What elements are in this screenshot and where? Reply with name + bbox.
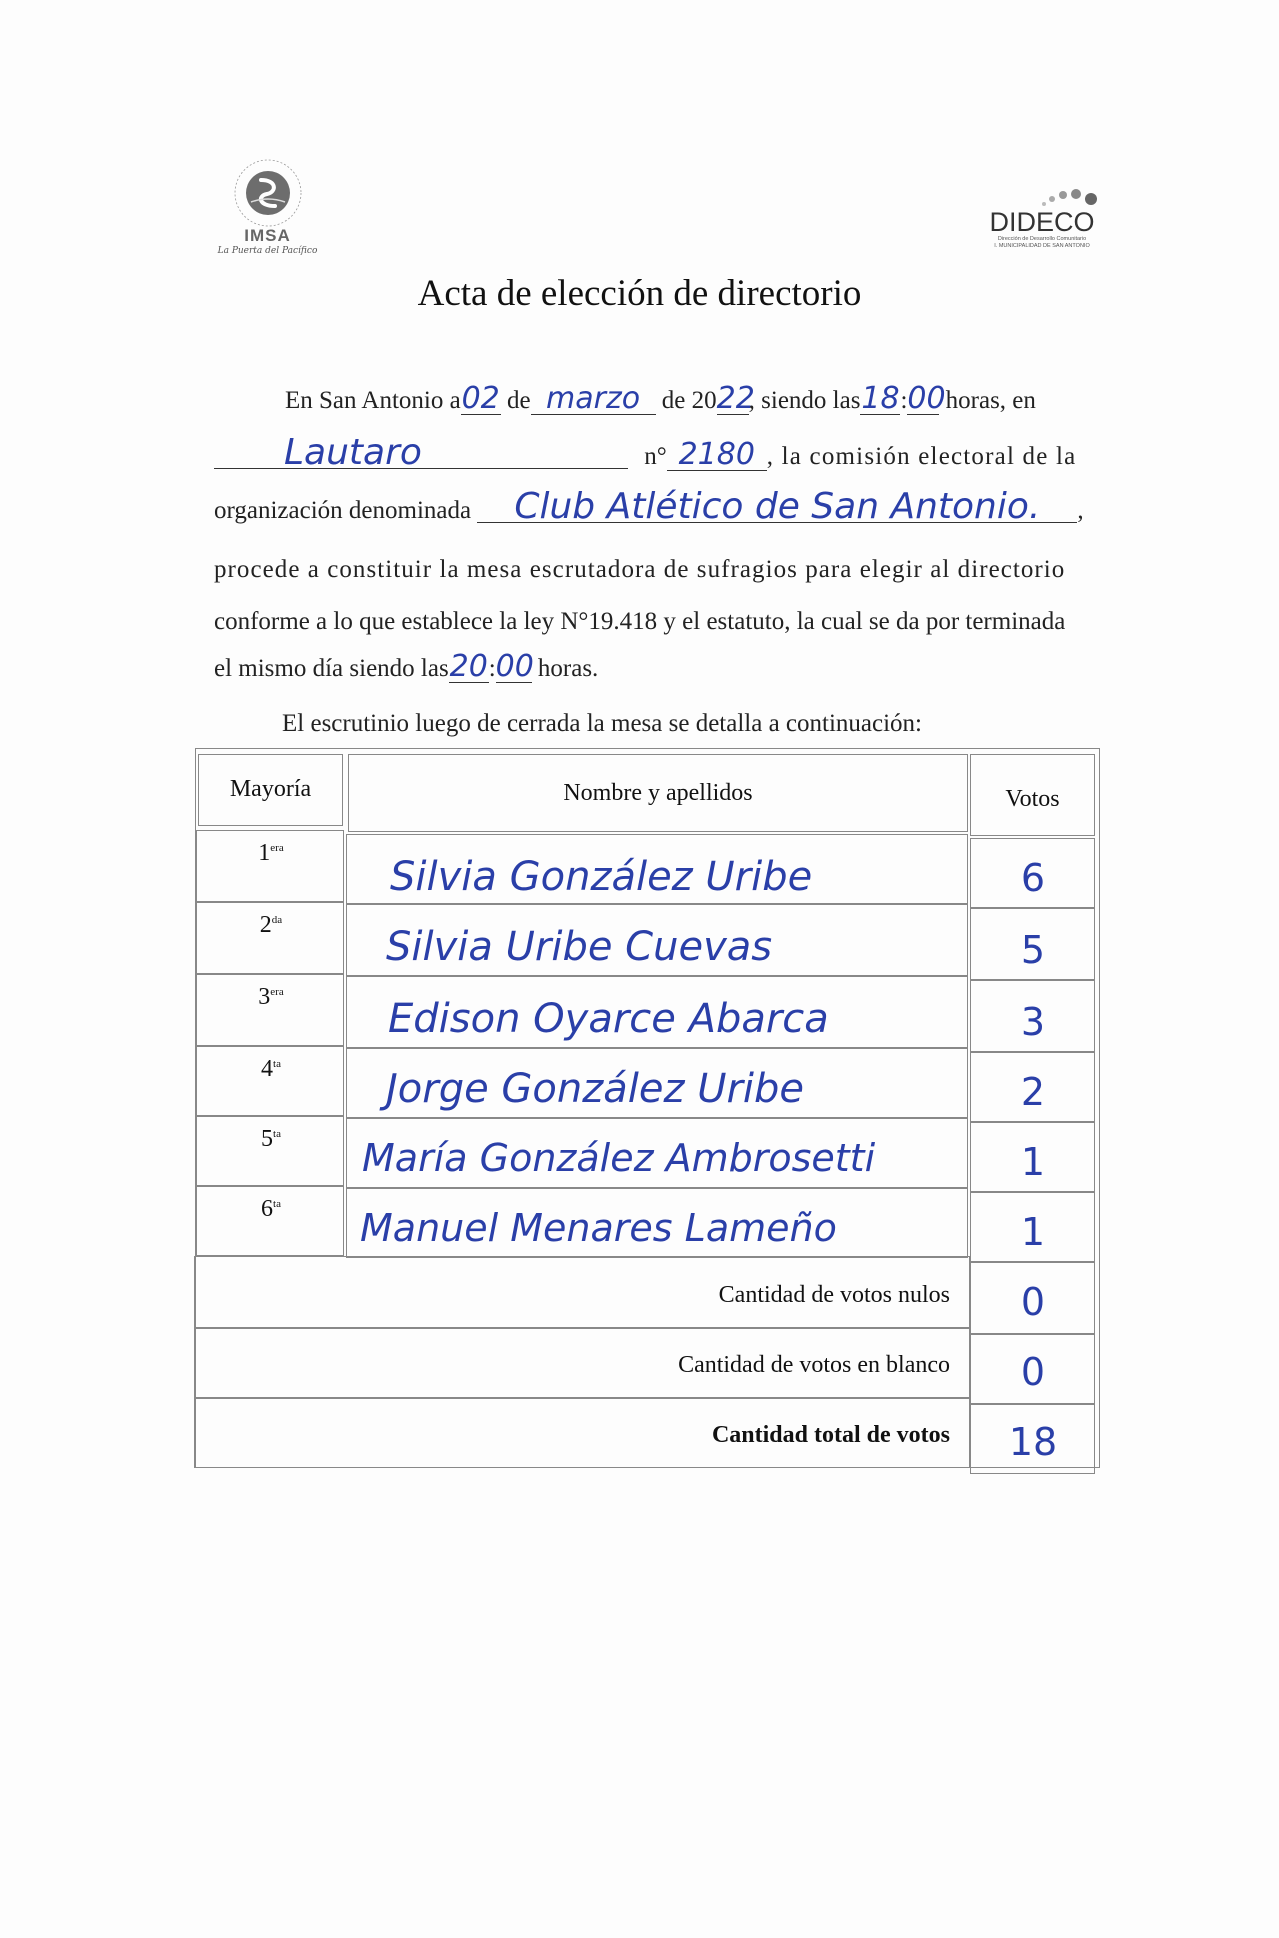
row-3-votes: 3 (1020, 1000, 1046, 1044)
year-field: 22 (716, 381, 755, 416)
time-colon: : (900, 387, 908, 414)
row-1-rank-suffix: era (270, 842, 284, 854)
row-3-rank (196, 984, 346, 1011)
street-number-field: 2180 (667, 440, 767, 471)
results-table (190, 748, 1105, 1478)
imsa-seal-icon (233, 158, 303, 228)
text-de: de (506, 387, 531, 414)
hour-end-field: 20 (449, 649, 488, 684)
row-4-rank-number: 4 (261, 1056, 274, 1082)
row-6-candidate-name: Manuel Menares Lameño (360, 1206, 837, 1250)
row-1-rank (196, 840, 346, 867)
dideco-subtitle-2: I. MUNICIPALIDAD DE SAN ANTONIO (994, 243, 1090, 249)
row-4-rank-suffix: ta (273, 1058, 281, 1070)
blank-votes-label: Cantidad de votos en blanco (678, 1352, 950, 1378)
minute-start-field: 00 (907, 381, 946, 416)
day-field: 02 (461, 381, 500, 416)
row-5-candidate-name: María González Ambrosetti (362, 1136, 876, 1180)
paragraph-line-3 (214, 486, 1084, 527)
paragraph-line-4: procede a constituir la mesa escrutadora de sufragios para elegir al directorio (214, 556, 1066, 583)
row-4-rank (196, 1056, 346, 1083)
row-2-rank-suffix: da (271, 914, 283, 926)
blank-votes-value: 0 (1020, 1350, 1046, 1394)
document-title: Acta de elección de directorio (417, 273, 862, 314)
table-intro: El escrutinio luego de cerrada la mesa se detalla a continuación: (282, 710, 923, 737)
row-1-candidate-name: Silvia González Uribe (390, 854, 813, 900)
text-comision-electoral: , la comisión electoral de la (766, 443, 1077, 470)
paragraph-line-1 (285, 381, 1036, 416)
text-horas: horas. (537, 655, 599, 682)
row-6-rank-number: 6 (261, 1196, 274, 1222)
dideco-logo (978, 186, 1106, 250)
row-6-rank (196, 1196, 346, 1223)
imsa-name: IMSA (244, 226, 291, 245)
paragraph-line-5: conforme a lo que establece la ley N°19.418 y el estatuto, la cual se da por terminada (214, 608, 1066, 635)
row-1-rank-number: 1 (258, 840, 271, 866)
row-2-rank-number: 2 (259, 912, 272, 938)
paragraph-line-2 (214, 432, 1077, 473)
hour-start-field: 18 (861, 381, 900, 416)
dideco-name: DIDECO (989, 207, 1095, 237)
imsa-logo (205, 158, 330, 256)
row-5-rank (196, 1126, 346, 1153)
text-en-san-antonio: En San Antonio a (285, 387, 461, 414)
text-organizacion-denominada: organización denominada (214, 497, 472, 524)
header-rank: Mayoría (229, 776, 312, 802)
text-comma: , (1077, 497, 1084, 524)
row-6-votes: 1 (1020, 1210, 1046, 1254)
row-2-votes: 5 (1020, 928, 1046, 972)
row-4-votes: 2 (1020, 1070, 1046, 1114)
dideco-subtitle-1: Dirección de Desarrollo Comunitario (997, 236, 1087, 242)
minute-end-field: 00 (495, 649, 534, 684)
street-field: Lautaro (214, 438, 628, 469)
null-votes-label: Cantidad de votos nulos (718, 1282, 950, 1308)
row-4-candidate-name: Jorge González Uribe (386, 1066, 805, 1112)
header-votes: Votos (1005, 786, 1060, 812)
text-horas-en: horas, en (945, 387, 1036, 414)
header-name: Nombre y apellidos (563, 780, 753, 806)
text-siendo-las: , siendo las (748, 387, 861, 414)
time-colon-end: : (488, 655, 496, 682)
organization-field: Club Atlético de San Antonio. (477, 492, 1077, 523)
total-votes-label: Cantidad total de votos (711, 1422, 950, 1448)
row-5-votes: 1 (1020, 1140, 1046, 1184)
text-numero: n° (644, 443, 667, 470)
imsa-tagline: La Puerta del Pacífico (217, 246, 318, 256)
row-2-candidate-name: Silvia Uribe Cuevas (386, 924, 773, 970)
row-2-rank (196, 912, 346, 939)
text-el-mismo-dia: el mismo día siendo las (214, 655, 449, 682)
paragraph-line-6 (214, 649, 599, 684)
text-de-20: de 20 (661, 387, 717, 414)
row-1-votes: 6 (1020, 856, 1046, 900)
row-6-rank-suffix: ta (273, 1198, 281, 1210)
row-5-rank-suffix: ta (273, 1128, 281, 1140)
total-votes-value: 18 (1008, 1420, 1058, 1464)
month-field: marzo (531, 384, 656, 415)
row-3-rank-suffix: era (270, 986, 284, 998)
row-3-rank-number: 3 (258, 984, 271, 1010)
row-3-candidate-name: Edison Oyarce Abarca (388, 996, 829, 1042)
row-5-rank-number: 5 (261, 1126, 274, 1152)
null-votes-value: 0 (1020, 1280, 1046, 1324)
